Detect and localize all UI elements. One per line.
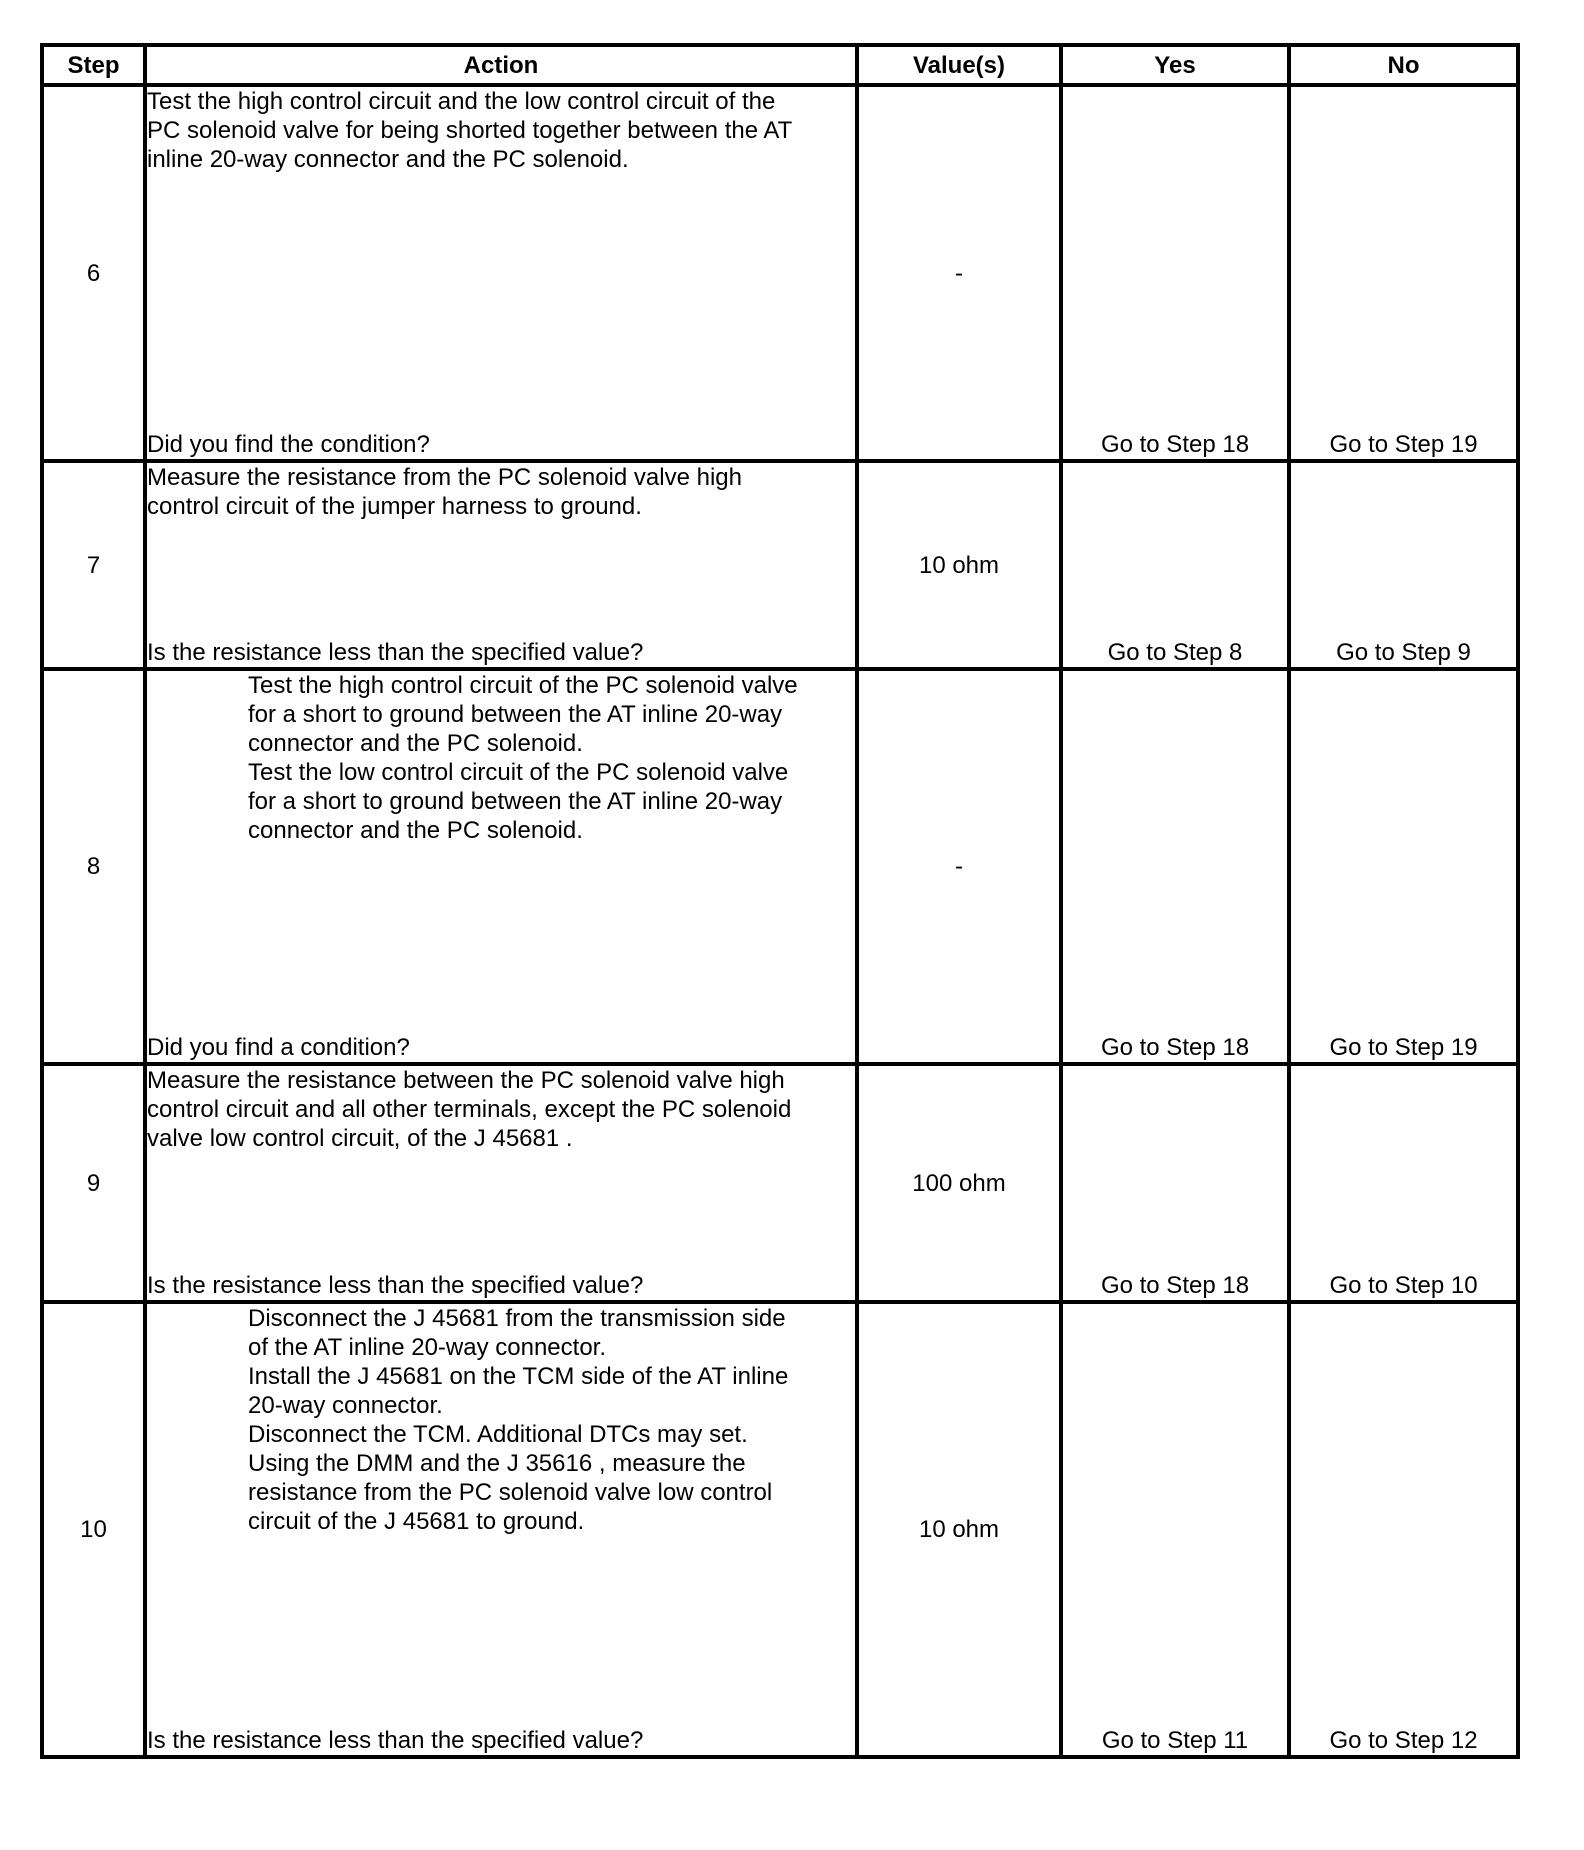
action-line: Install the J 45681 on the TCM side of the AT inline	[248, 1363, 789, 1390]
yes-result: Go to Step 18	[1061, 669, 1289, 1064]
action-line: connector and the PC solenoid.	[248, 817, 583, 844]
action-line: Test the low control circuit of the PC solenoid valve	[248, 759, 789, 786]
action-question: Is the resistance less than the specified value?	[147, 639, 644, 666]
action-text	[147, 87, 855, 174]
action-line: 20-way connector.	[248, 1392, 443, 1419]
step-number: 10	[42, 1302, 145, 1757]
table-row-step-8	[42, 669, 1518, 1064]
step-number: 6	[42, 85, 145, 461]
header-step: Step	[42, 45, 145, 85]
action-question: Did you find the condition?	[147, 431, 430, 458]
action-cell	[145, 669, 857, 1064]
action-line: Test the high control circuit and the low control circuit of the	[147, 88, 776, 115]
header-no: No	[1289, 45, 1518, 85]
step-number: 9	[42, 1064, 145, 1302]
action-line: valve low control circuit, of the J 45681 .	[147, 1125, 573, 1152]
action-line: control circuit and all other terminals, except the PC solenoid	[147, 1096, 792, 1123]
action-line: Test the high control circuit of the PC solenoid valve	[248, 672, 798, 699]
action-line: for a short to ground between the AT inline 20-way	[248, 788, 783, 815]
action-question: Is the resistance less than the specified value?	[147, 1272, 644, 1299]
action-text	[147, 1304, 855, 1536]
no-result: Go to Step 10	[1289, 1064, 1518, 1302]
action-question: Did you find a condition?	[147, 1034, 410, 1061]
action-text	[147, 463, 855, 521]
yes-result: Go to Step 8	[1061, 461, 1289, 669]
value-cell: -	[857, 669, 1061, 1064]
action-text	[147, 1066, 855, 1153]
action-question: Is the resistance less than the specified value?	[147, 1727, 644, 1754]
action-cell	[145, 85, 857, 461]
table-row-step-10	[42, 1302, 1518, 1757]
table-row-step-9	[42, 1064, 1518, 1302]
value-cell: 10 ohm	[857, 461, 1061, 669]
no-result: Go to Step 12	[1289, 1302, 1518, 1757]
action-line: Using the DMM and the J 35616 , measure the	[248, 1450, 746, 1477]
yes-result: Go to Step 18	[1061, 1064, 1289, 1302]
action-line: Measure the resistance between the PC solenoid valve high	[147, 1067, 785, 1094]
header-action: Action	[145, 45, 857, 85]
value-cell: 10 ohm	[857, 1302, 1061, 1757]
no-result: Go to Step 9	[1289, 461, 1518, 669]
no-result: Go to Step 19	[1289, 85, 1518, 461]
yes-result: Go to Step 11	[1061, 1302, 1289, 1757]
action-line: Disconnect the J 45681 from the transmission side	[248, 1305, 786, 1332]
no-result: Go to Step 19	[1289, 669, 1518, 1064]
value-cell: -	[857, 85, 1061, 461]
step-number: 7	[42, 461, 145, 669]
table-row-step-7	[42, 461, 1518, 669]
action-cell	[145, 461, 857, 669]
action-line: connector and the PC solenoid.	[248, 730, 583, 757]
value-cell: 100 ohm	[857, 1064, 1061, 1302]
action-line: circuit of the J 45681 to ground.	[248, 1508, 585, 1535]
action-cell	[145, 1302, 857, 1757]
action-line: Measure the resistance from the PC solenoid valve high	[147, 464, 742, 491]
action-cell	[145, 1064, 857, 1302]
header-yes: Yes	[1061, 45, 1289, 85]
diagnostic-table	[40, 43, 1520, 1759]
action-line: control circuit of the jumper harness to ground.	[147, 493, 642, 520]
yes-result: Go to Step 18	[1061, 85, 1289, 461]
action-line: resistance from the PC solenoid valve low control	[248, 1479, 773, 1506]
action-text	[147, 671, 855, 845]
action-line: PC solenoid valve for being shorted together between the AT	[147, 117, 793, 144]
header-values: Value(s)	[857, 45, 1061, 85]
action-line: of the AT inline 20-way connector.	[248, 1334, 606, 1361]
action-line: inline 20-way connector and the PC solenoid.	[147, 146, 629, 173]
header-row	[42, 45, 1518, 85]
step-number: 8	[42, 669, 145, 1064]
table-row-step-6	[42, 85, 1518, 461]
action-line: Disconnect the TCM. Additional DTCs may set.	[248, 1421, 748, 1448]
action-line: for a short to ground between the AT inline 20-way	[248, 701, 783, 728]
